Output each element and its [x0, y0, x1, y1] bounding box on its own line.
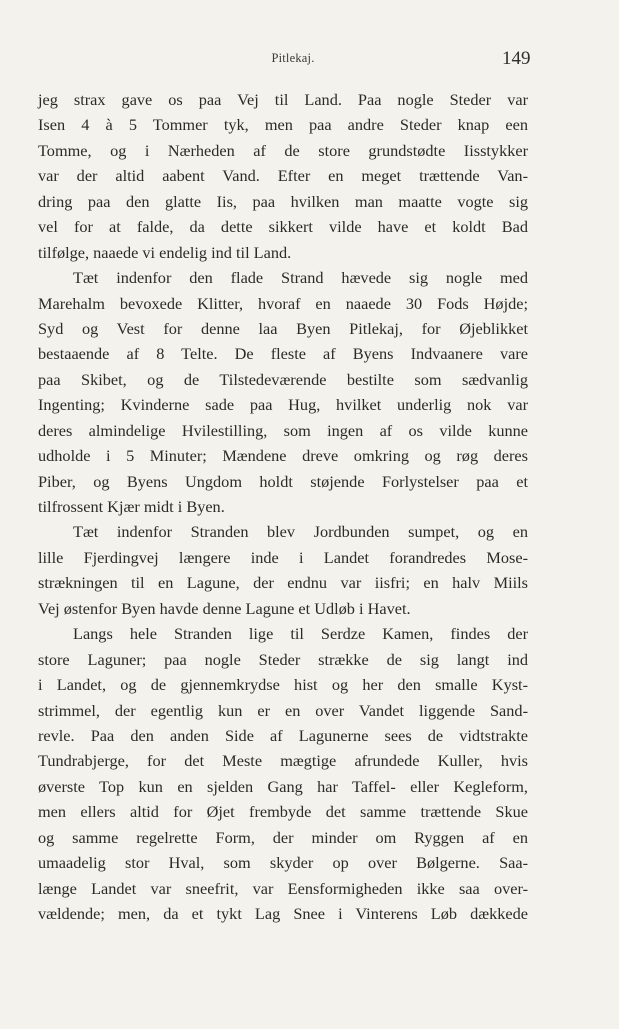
text-line: Piber, og Byens Ungdom holdt støjende Forlystelser paa et	[38, 471, 528, 491]
text-line: Isen 4 à 5 Tommer tyk, men paa andre Steder knap een	[38, 115, 528, 135]
text-line: Marehalm bevoxede Klitter, hvoraf en naaede 30 Fods Højde;	[38, 293, 528, 313]
text-line: Tæt indenfor Stranden blev Jordbunden sumpet, og en	[73, 522, 528, 542]
text-line: dring paa den glatte Iis, paa hvilken man maatte vogte sig	[38, 191, 528, 211]
text-line: var der altid aabent Vand. Efter en meget trættende Van-	[38, 166, 528, 186]
text-line: paa Skibet, og de Tilstedeværende bestilte som sædvanlig	[38, 369, 528, 389]
text-line: strimmel, der egentlig kun er en over Vandet liggende Sand-	[38, 700, 528, 720]
text-line: Syd og Vest for denne laa Byen Pitlekaj, for Øjeblikket	[38, 318, 528, 338]
text-line: og samme regelrette Form, der minder om Ryggen af en	[38, 827, 528, 847]
text-line: udholde i 5 Minuter; Mændene dreve omkring og røg deres	[38, 446, 528, 466]
text-line: vel for at falde, da dette sikkert vilde have et koldt Bad	[38, 217, 528, 237]
body-text	[38, 87, 528, 926]
text-line: Tæt indenfor den flade Strand hævede sig nogle med	[73, 268, 528, 288]
text-line: store Laguner; paa nogle Steder strække de sig langt ind	[38, 649, 528, 669]
text-line: Tomme, og i Nærheden af de store grundstødte Iisstykker	[38, 140, 528, 160]
text-line: tilfrossent Kjær midt i Byen.	[38, 497, 225, 516]
text-line: længe Landet var sneefrit, var Eensformigheden ikke saa over-	[38, 878, 528, 898]
text-line: Langs hele Stranden lige til Serdze Kamen, findes der	[73, 624, 528, 644]
text-line: men ellers altid for Øjet frembyde det samme trættende Skue	[38, 802, 528, 822]
text-line: umaadelig stor Hval, som skyder op over Bølgerne. Saa-	[38, 853, 528, 873]
text-line: Tundrabjerge, for det Meste mægtige afrundede Kuller, hvis	[38, 751, 528, 771]
text-line: tilfølge, naaede vi endelig ind til Land.	[38, 242, 292, 262]
text-line: vældende; men, da et tykt Lag Snee i Vinterens Løb dækkede	[38, 904, 528, 923]
page-header	[0, 46, 619, 70]
text-line: bestaaende af 8 Telte. De fleste af Byens Indvaanere vare	[38, 344, 528, 364]
text-line: strækningen til en Lagune, der endnu var iisfri; en halv Miils	[38, 573, 528, 593]
text-line: deres almindelige Hvilestilling, som ingen af os vilde kunne	[38, 420, 528, 440]
text-line: lille Fjerdingvej længere inde i Landet forandredes Mose-	[38, 547, 528, 567]
running-title: Pitlekaj.	[271, 51, 315, 65]
text-line: i Landet, og de gjennemkrydse hist og her den smalle Kyst-	[38, 675, 528, 695]
text-line: Vej østenfor Byen havde denne Lagune et Udløb i Havet.	[38, 598, 411, 618]
text-line: Ingenting; Kvinderne sade paa Hug, hvilket underlig nok var	[38, 395, 528, 415]
text-line: øverste Top kun en sjelden Gang har Taffel- eller Kegleform,	[38, 776, 528, 796]
page-number: 149	[502, 48, 531, 69]
text-line: jeg strax gave os paa Vej til Land. Paa nogle Steder var	[38, 90, 528, 109]
text-line: revle. Paa den anden Side af Lagunerne sees de vidtstrakte	[38, 725, 528, 745]
